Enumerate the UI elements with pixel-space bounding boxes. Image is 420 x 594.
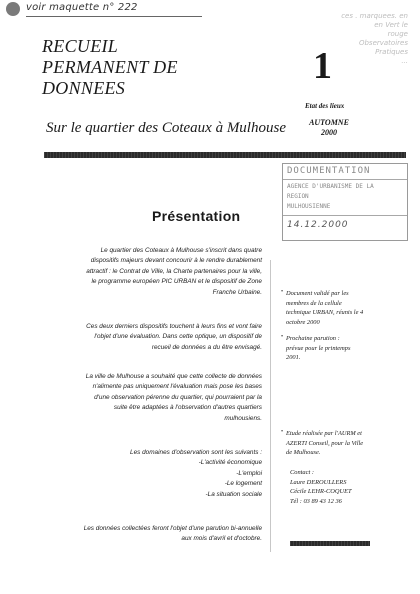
stamp-title: DOCUMENTATION [287,166,371,176]
footer-divider-bar [290,541,370,546]
bullet-icon: • [281,289,284,295]
paragraph-5: Les données collectées feront l'objet d'une parution bi-annuelle aux mois d'avril et d'octobre. [83,525,262,543]
column-divider [270,260,271,552]
document-title: RECUEIL PERMANENT DE DONNEES [42,36,178,98]
handwritten-underline [26,16,202,17]
issue-date: AUTOMNE 2000 [309,118,349,137]
section-title: Présentation [152,208,241,224]
paragraph-1: Le quartier des Coteaux à Mulhouse s'inscrit dans quatre dispositifs majeurs devant concourir à le rendre durablement attractif : le Contrat de Ville, la Charte partenaires pour la ville, le programme européen PIC URBAN et le dispositif de Zone Franche Urbaine. [86,247,262,296]
document-subtitle: Sur le quartier des Coteaux à Mulhouse [46,120,286,136]
issue-number: 1 [313,45,332,87]
punch-hole [6,2,20,16]
paragraph-3: La ville de Mulhouse a souhaité que cette collecte de données n'alimente pas uniquement l'évaluation mais pose les bases d'une observation pérenne du quartier, qui pourraient par la suite être adaptées à l'observation d'autres quartiers mulhousiens. [85,373,262,422]
stamp-region-name: MULHOUSIENNE [287,203,331,210]
sidebar-validation-note: Document validé par les membres de la cellule technique URBAN, réunis le 4 octobre 2000 [286,290,364,326]
header-divider-bar [44,152,406,158]
sidebar-study-credit: Etude réalisée par l'AURM et AZERTI Conseil, pour la Ville de Mulhouse. [286,430,364,457]
paragraph-2: Ces deux derniers dispositifs touchent à leurs fins et vont faire l'objet d'une évaluation. Dans cette optique, un dispositif de recueil de données a du être envisagé. [86,323,262,351]
sidebar-contact: Contact : Laure DEROULLERS Cécile LEHR-COQUET Tél : 03 89 43 12 36 [290,469,352,505]
paragraph-4: Les domaines d'observation sont les suivants : -L'activité économique -L'emploi -Le logement -La situation sociale [130,449,262,498]
handwritten-note: voir maquette n° 222 [26,2,138,13]
category-label: Etat des lieux [305,102,345,110]
stamp-date: 14.12.2000 [287,220,349,230]
stamp-agency: AGENCE D'URBANISME DE LA [287,183,374,190]
sidebar-next-issue: Prochaine parution : prévue pour le printemps 2001. [286,335,351,362]
faint-margin-note: ces . marquees. en en Vert le rouge Observatoires Pratiques ... [341,12,408,65]
bullet-icon: • [281,334,284,340]
documentation-stamp [282,163,408,241]
stamp-region: REGION [287,193,309,200]
bullet-icon: • [281,429,284,435]
